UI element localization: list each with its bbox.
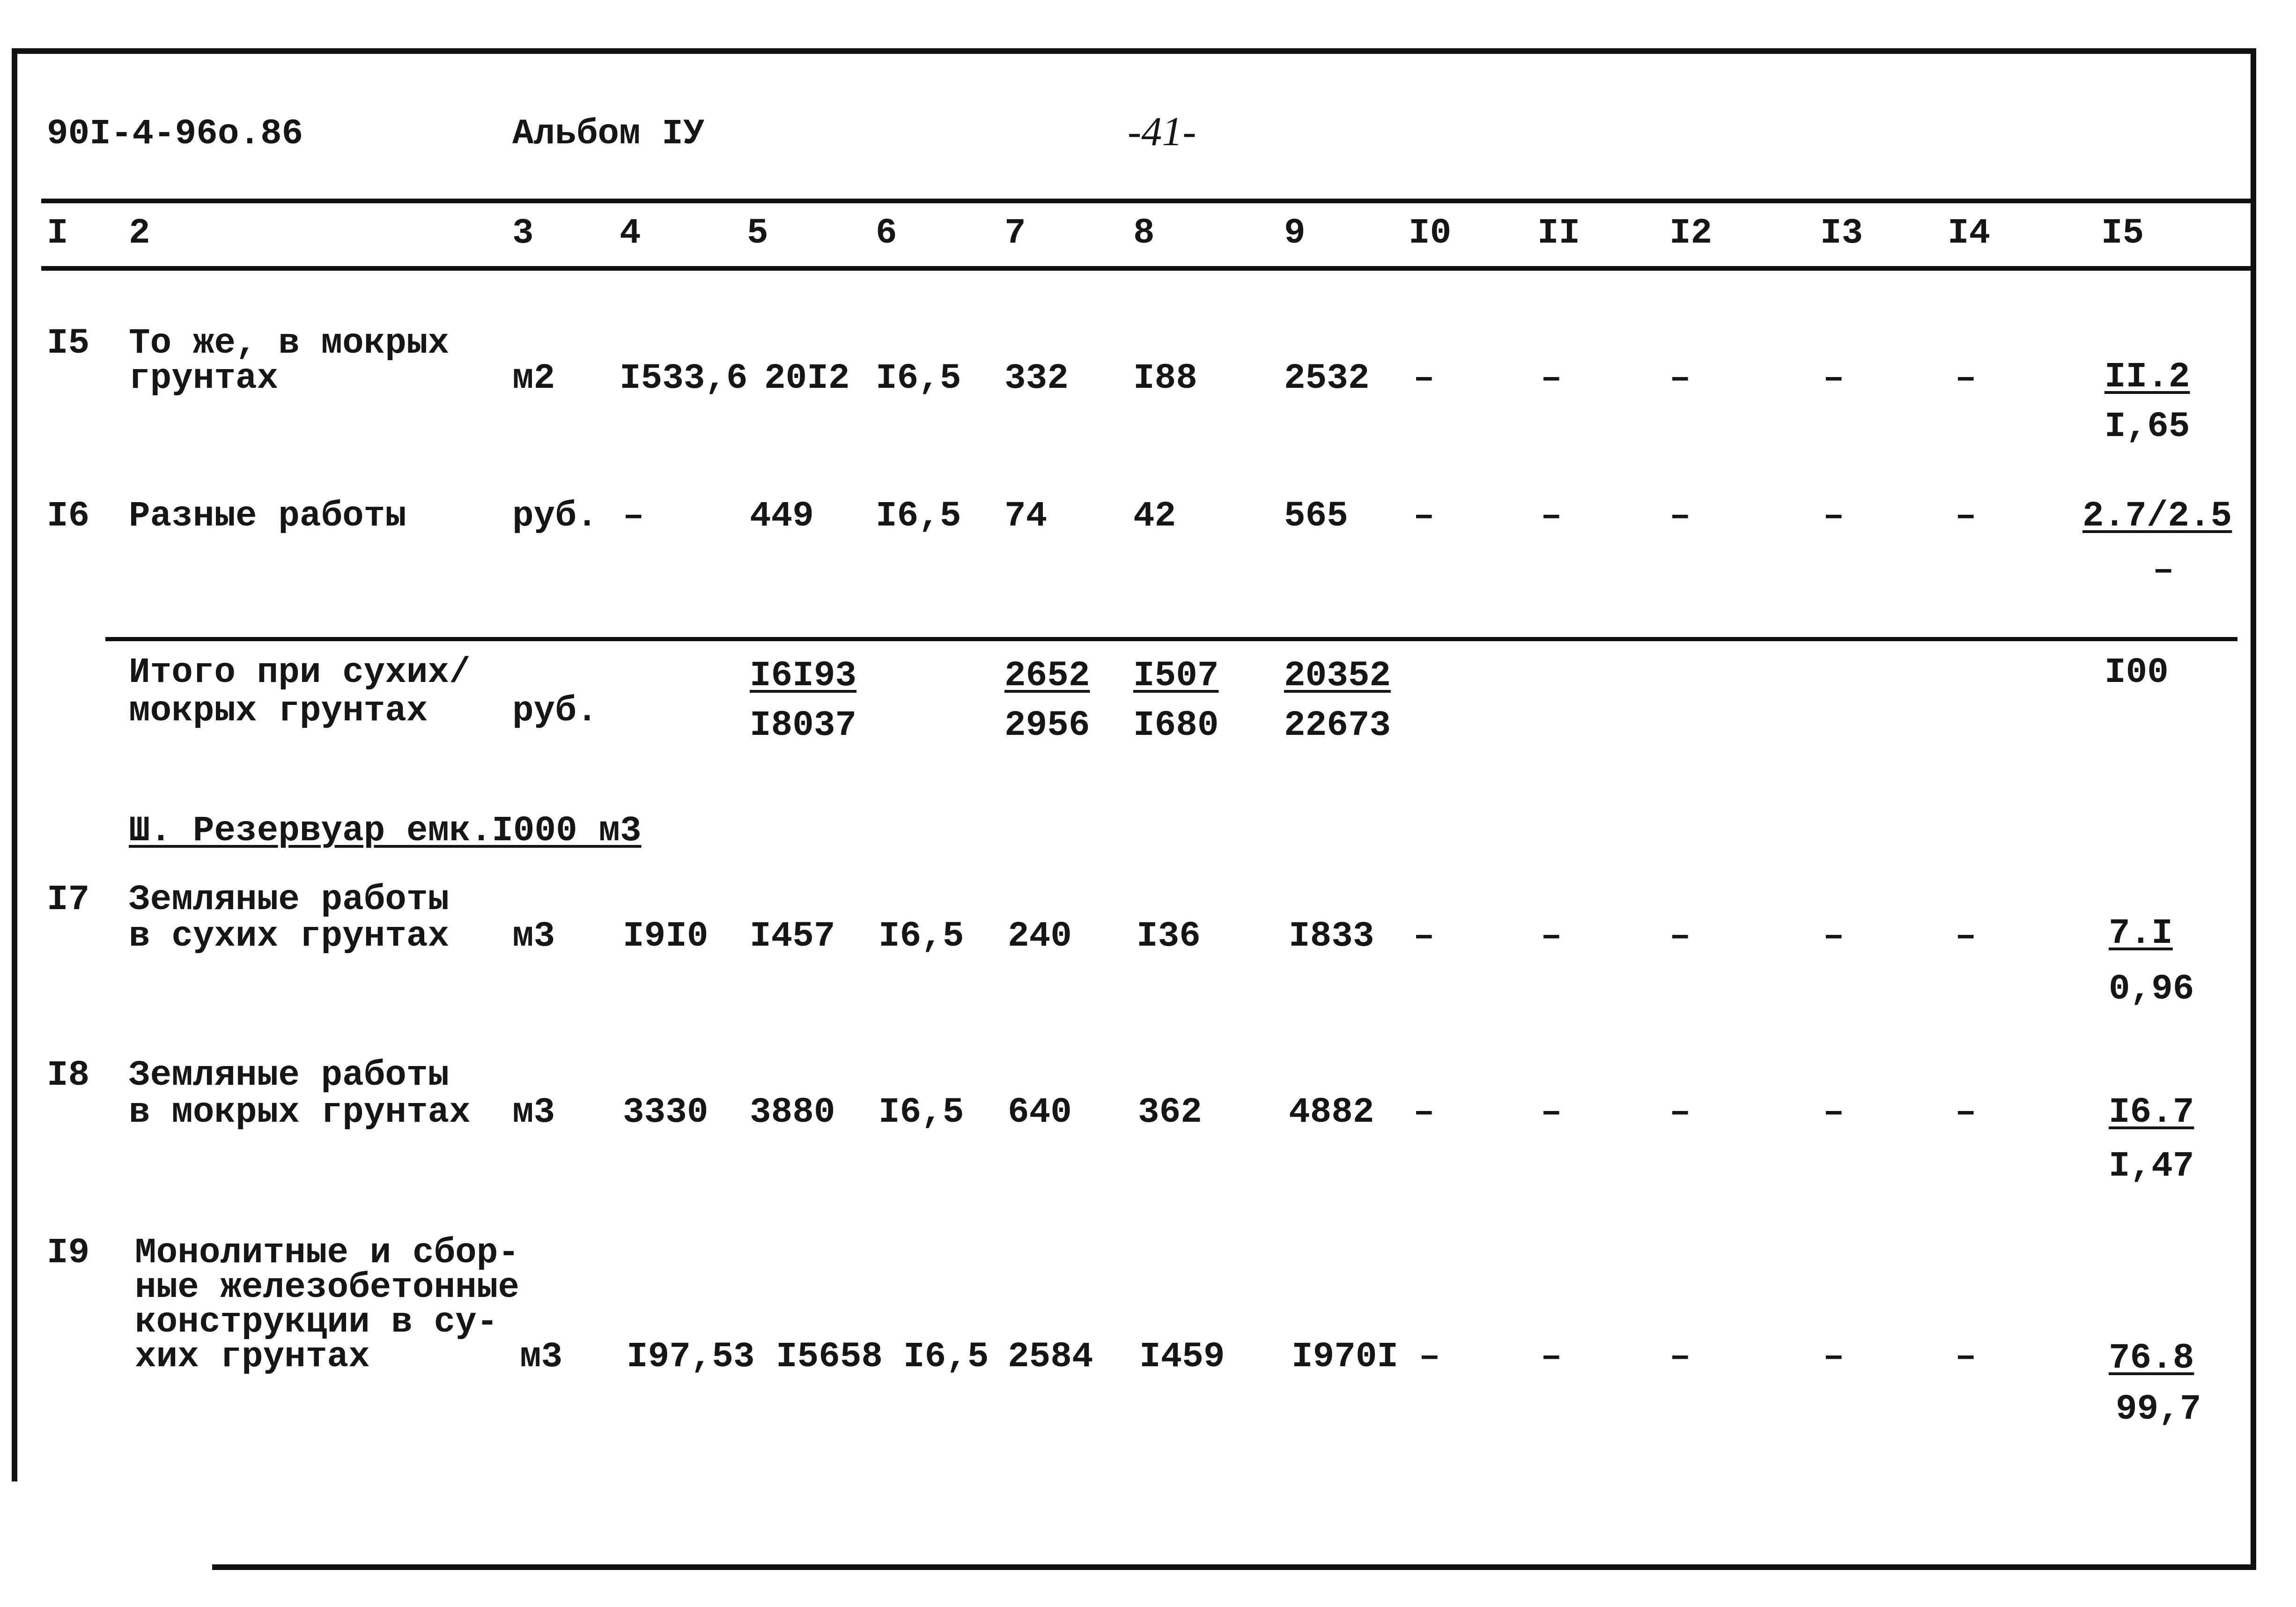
col-12-cell: – [1669, 1092, 1691, 1133]
work-description-line: Земляные работы [129, 1055, 450, 1096]
column-header: I5 [2101, 213, 2144, 253]
col-9-cell: 2532 [1284, 358, 1370, 399]
row-number: I9 [47, 1233, 90, 1273]
column-header: II [1537, 213, 1580, 253]
frame-top-border [12, 48, 2256, 54]
col-5-cell: 20I2 [764, 358, 850, 399]
subtotal-label-line: Итого при сухих/ [129, 652, 471, 693]
row-number: I5 [47, 323, 90, 363]
col-5-cell: I5658 [776, 1337, 883, 1377]
col-7-dry-total: 2652 [1004, 656, 1090, 696]
col-14-cell: – [1955, 496, 1977, 536]
col-14-cell: – [1955, 916, 1977, 956]
col-15-numerator: 7.I [2109, 913, 2173, 954]
col-10-cell: – [1413, 916, 1435, 956]
row-number: I8 [47, 1055, 90, 1096]
column-header-row [0, 215, 2296, 253]
col-4-cell: I533,6 [620, 358, 748, 399]
work-description-line: в мокрых грунтах [129, 1092, 471, 1133]
col-8-cell: I459 [1139, 1337, 1225, 1377]
col-5-cell: 449 [750, 496, 814, 536]
unit-cell: м3 [512, 1092, 555, 1133]
col-9-dry-total: 20352 [1284, 656, 1391, 696]
col-13-cell: – [1823, 358, 1845, 399]
col-13-cell: – [1823, 1337, 1845, 1377]
col-11-cell: – [1541, 1092, 1562, 1133]
unit-cell: руб. [512, 691, 598, 731]
unit-cell: м3 [512, 916, 555, 956]
col-15-denominator: 0,96 [2109, 969, 2194, 1009]
col-11-cell: – [1541, 496, 1562, 536]
col-15-numerator: II.2 [2104, 357, 2190, 397]
column-header: I [47, 213, 68, 253]
section-title: Ш. Резервуар емк.I000 м3 [129, 811, 642, 851]
col-8-cell: I88 [1133, 358, 1197, 399]
work-description-line: Разные работы [129, 496, 406, 536]
col-14-cell: – [1955, 1092, 1977, 1133]
col-7-cell: 640 [1008, 1092, 1072, 1133]
col-13-cell: – [1823, 1092, 1845, 1133]
column-header: I0 [1409, 213, 1452, 253]
work-description-line: ные железобетонные [135, 1267, 519, 1308]
col-14-cell: – [1955, 358, 1977, 399]
document-code: 90I-4-96o.86 [47, 114, 303, 154]
col-7-cell: 332 [1004, 358, 1069, 399]
col-15-denominator: I,47 [2109, 1146, 2194, 1186]
col-8-wet-total: I680 [1133, 705, 1219, 746]
col-7-cell: 74 [1004, 496, 1048, 536]
col-13-cell: – [1823, 916, 1845, 956]
column-header: 3 [512, 213, 534, 253]
col-12-cell: – [1669, 1337, 1691, 1377]
column-header: 9 [1284, 213, 1306, 253]
col-4-cell: I97,53 [627, 1337, 755, 1377]
col-8-dry-total: I507 [1133, 656, 1219, 696]
col-7-cell: 240 [1008, 916, 1072, 956]
column-header: 7 [1004, 213, 1026, 253]
col-15-denominator: – [2153, 550, 2174, 591]
col-4-cell: – [623, 496, 644, 536]
col-13-cell: – [1823, 496, 1845, 536]
col-9-cell: I833 [1289, 916, 1374, 956]
col-6-cell: I6,5 [879, 916, 964, 956]
col-8-cell: I36 [1137, 916, 1201, 956]
col-10-cell: – [1413, 358, 1435, 399]
col-7-wet-total: 2956 [1004, 705, 1090, 746]
frame-bottom-border [212, 1564, 2256, 1570]
col-15-denominator: 99,7 [2116, 1389, 2201, 1429]
table-row [0, 1235, 2296, 1432]
col-15-total: I00 [2104, 652, 2169, 693]
col-15-numerator: I6.7 [2109, 1092, 2194, 1133]
col-14-cell: – [1955, 1337, 1977, 1377]
column-header: 6 [876, 213, 897, 253]
unit-cell: м3 [520, 1337, 563, 1377]
column-header: I4 [1948, 213, 1991, 253]
column-header: I3 [1820, 213, 1863, 253]
table-row [0, 882, 2296, 1013]
col-4-cell: 3330 [623, 1092, 709, 1133]
column-header-divider [41, 266, 2252, 271]
col-12-cell: – [1669, 496, 1691, 536]
unit-cell: руб. [512, 496, 598, 536]
subtotal-label-line: мокрых грунтах [129, 691, 428, 731]
col-10-cell: – [1419, 1337, 1440, 1377]
row-number: I6 [47, 496, 90, 536]
col-6-cell: I6,5 [876, 496, 961, 536]
column-header: 5 [747, 213, 768, 253]
work-description-line: хих грунтах [135, 1337, 370, 1377]
table-row [0, 323, 2296, 447]
col-5-cell: I457 [750, 916, 835, 956]
col-12-cell: – [1669, 358, 1691, 399]
col-8-cell: 362 [1138, 1092, 1202, 1133]
album-label: Альбом IУ [512, 114, 705, 154]
col-12-cell: – [1669, 916, 1691, 956]
work-description-line: в сухих грунтах [129, 916, 450, 956]
row-number: I7 [47, 880, 90, 920]
work-description-line: конструкции в су- [135, 1302, 498, 1342]
column-header: I2 [1669, 213, 1713, 253]
col-4-cell: I9I0 [623, 916, 709, 956]
col-6-cell: I6,5 [903, 1337, 989, 1377]
page-number: -41- [1128, 109, 1196, 155]
col-9-cell: 4882 [1289, 1092, 1374, 1133]
work-description-line: То же, в мокрых [129, 323, 450, 363]
subtotal-divider [105, 637, 2237, 641]
column-header: 8 [1133, 213, 1155, 253]
col-5-cell: 3880 [750, 1092, 835, 1133]
work-description-line: Земляные работы [129, 880, 450, 920]
subtotal-row [0, 652, 2296, 748]
col-11-cell: – [1541, 1337, 1562, 1377]
table-row [0, 1055, 2296, 1189]
unit-cell: м2 [512, 358, 555, 399]
col-11-cell: – [1541, 916, 1562, 956]
work-description-line: грунтах [129, 358, 279, 399]
column-header: 4 [620, 213, 641, 253]
col-8-cell: 42 [1133, 496, 1176, 536]
table-row [0, 498, 2296, 592]
col-15-numerator: 2.7/2.5 [2082, 496, 2232, 536]
col-7-cell: 2584 [1008, 1337, 1093, 1377]
column-header: 2 [129, 213, 150, 253]
col-15-numerator: 76.8 [2109, 1338, 2194, 1378]
work-description-line: Монолитные и сбор- [135, 1233, 519, 1273]
col-9-cell: 565 [1284, 496, 1348, 536]
col-9-wet-total: 22673 [1284, 705, 1391, 746]
col-5-dry-total: I6I93 [750, 656, 857, 696]
col-11-cell: – [1541, 358, 1562, 399]
col-6-cell: I6,5 [876, 358, 961, 399]
col-6-cell: I6,5 [879, 1092, 964, 1133]
col-10-cell: – [1413, 496, 1435, 536]
header-divider [41, 199, 2252, 203]
col-9-cell: I970I [1292, 1337, 1399, 1377]
col-5-wet-total: I8037 [750, 705, 857, 746]
col-15-denominator: I,65 [2104, 407, 2190, 447]
col-10-cell: – [1413, 1092, 1435, 1133]
